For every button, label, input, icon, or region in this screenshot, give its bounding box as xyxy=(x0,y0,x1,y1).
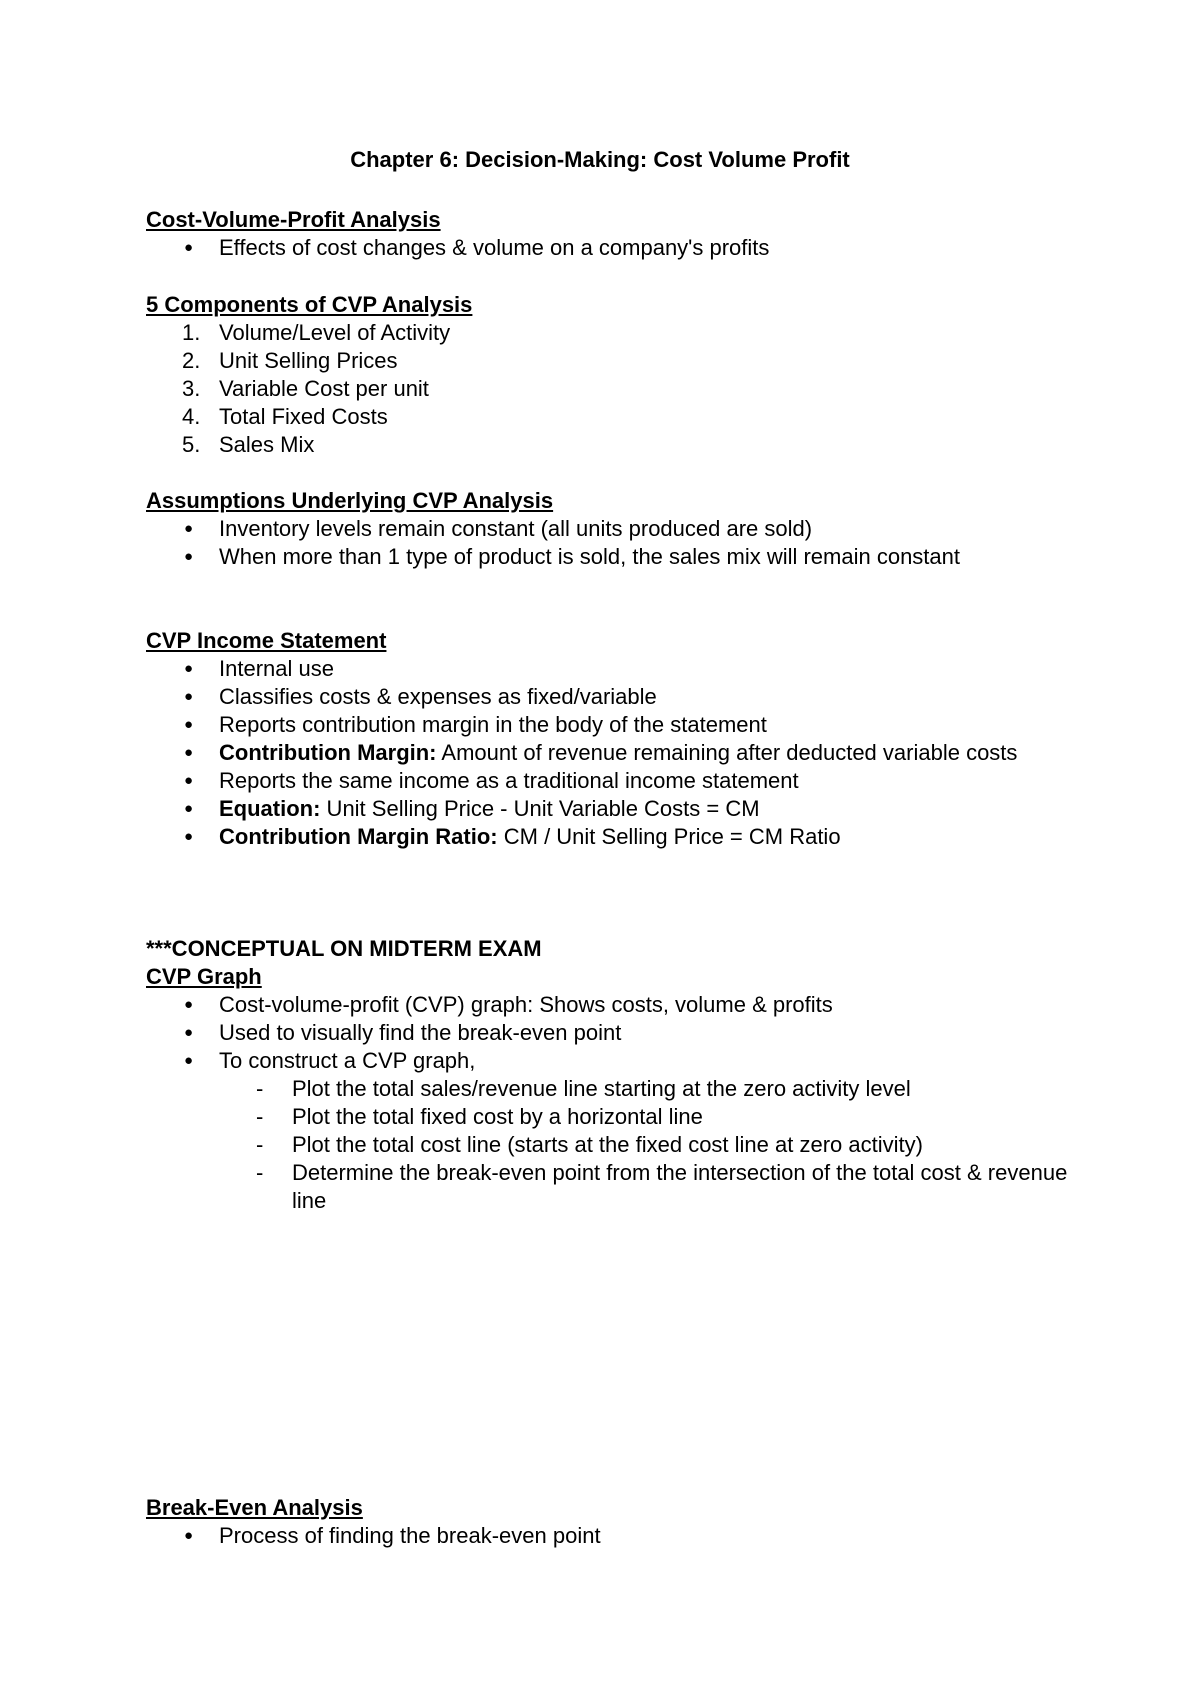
list-item: ● Inventory levels remain constant (all units produced are sold) xyxy=(146,515,1106,543)
list-item-text: Variable Cost per unit xyxy=(219,376,429,401)
list-item xyxy=(146,347,1106,375)
section-heading: Break-Even Analysis xyxy=(146,1495,363,1520)
list-item: - Determine the break-even point from the intersection of the total cost & revenue line xyxy=(146,1159,1106,1215)
list-item-text: Volume/Level of Activity xyxy=(219,320,451,345)
list-item: - Plot the total cost line (starts at the fixed cost line at zero activity) xyxy=(146,1131,1106,1159)
section-heading: 5 Components of CVP Analysis xyxy=(146,292,473,317)
numbered-list xyxy=(146,319,1106,459)
list-number: 3. xyxy=(182,376,201,401)
list-number: 2. xyxy=(182,348,201,373)
list-item-text: Unit Selling Prices xyxy=(219,348,398,373)
list-item-text: CM / Unit Selling Price = CM Ratio xyxy=(497,824,841,849)
list-number: 5. xyxy=(182,432,201,457)
list-number: 4. xyxy=(182,404,201,429)
list-item-text: Reports contribution margin in the body of the statement xyxy=(219,712,767,737)
list-item xyxy=(146,319,1106,347)
list-item xyxy=(146,655,1106,683)
list-item-text: Classifies costs & expenses as fixed/variable xyxy=(219,684,657,709)
section-heading: Cost-Volume-Profit Analysis xyxy=(146,207,441,232)
section-heading: CVP Graph xyxy=(146,964,262,989)
list-item xyxy=(146,795,1106,823)
list-item xyxy=(146,767,1106,795)
list-item xyxy=(146,403,1106,431)
list-item: ● Cost-volume-profit (CVP) graph: Shows costs, volume & profits xyxy=(146,991,1106,1019)
list-item-text: Internal use xyxy=(219,656,334,681)
section-heading: CVP Income Statement xyxy=(146,628,387,653)
list-item: ● Used to visually find the break-even point xyxy=(146,1019,1106,1047)
section-assumptions xyxy=(146,487,1106,571)
list-item: - Plot the total fixed cost by a horizontal line xyxy=(146,1103,1106,1131)
list-item: - Plot the total sales/revenue line starting at the zero activity level xyxy=(146,1075,1106,1103)
bullet-list xyxy=(146,515,1106,571)
list-item-term: Contribution Margin: xyxy=(219,740,437,765)
list-item: ● Effects of cost changes & volume on a company's profits xyxy=(146,234,1106,262)
list-item xyxy=(146,683,1106,711)
bullet-list xyxy=(146,234,1106,262)
bullet-list xyxy=(146,991,1106,1075)
list-item-text: Unit Selling Price - Unit Variable Costs = CM xyxy=(320,796,760,821)
section-heading: Assumptions Underlying CVP Analysis xyxy=(146,488,554,513)
exam-note: ***CONCEPTUAL ON MIDTERM EXAM xyxy=(146,936,542,961)
list-item-text: Sales Mix xyxy=(219,432,315,457)
page-title: Chapter 6: Decision-Making: Cost Volume Profit xyxy=(350,147,850,172)
list-item xyxy=(146,375,1106,403)
list-item-text: Reports the same income as a traditional income statement xyxy=(219,768,799,793)
list-item: ● Process of finding the break-even point xyxy=(146,1522,1106,1550)
list-item-text: Total Fixed Costs xyxy=(219,404,388,429)
list-number: 1. xyxy=(182,320,201,345)
list-item xyxy=(146,711,1106,739)
list-item-text: Amount of revenue remaining after deducted variable costs xyxy=(436,740,1018,765)
bullet-list xyxy=(146,1522,1106,1550)
section-income-statement xyxy=(146,627,1106,851)
section-cvp-graph xyxy=(146,935,1106,1215)
list-item xyxy=(146,431,1106,459)
list-item xyxy=(146,823,1106,851)
bullet-list xyxy=(146,655,1106,851)
section-components xyxy=(146,291,1106,459)
list-item-term: Contribution Margin Ratio: xyxy=(219,824,498,849)
list-item: ● To construct a CVP graph, xyxy=(146,1047,1106,1075)
sub-step-list xyxy=(146,1075,1106,1215)
list-item: ● When more than 1 type of product is sold, the sales mix will remain constant xyxy=(146,543,1106,571)
section-break-even xyxy=(146,1494,1106,1550)
section-cvp-analysis xyxy=(146,206,1106,262)
list-item xyxy=(146,739,1106,767)
list-item-term: Equation: xyxy=(219,796,321,821)
